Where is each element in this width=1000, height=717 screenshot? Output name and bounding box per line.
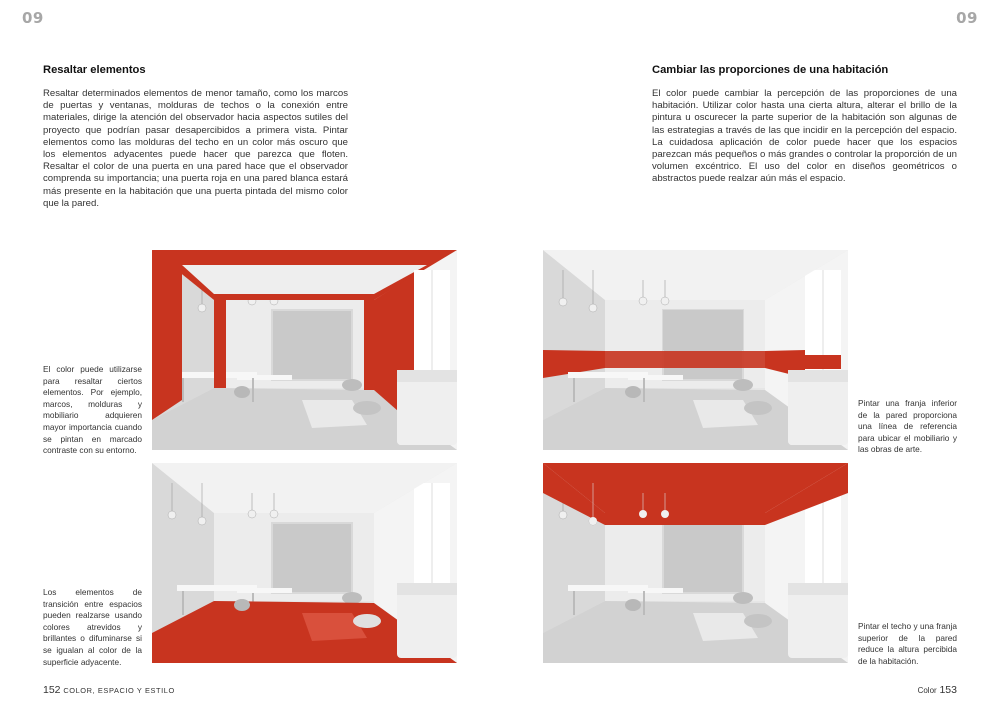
chapter-number-left: 09 — [22, 9, 44, 27]
left-heading: Resaltar elementos — [43, 64, 146, 76]
render-red-ceiling — [543, 463, 848, 663]
render-red-floor — [152, 463, 457, 663]
footer-left — [43, 684, 175, 696]
left-paragraph: Resaltar determinados elementos de menor tamaño, como los marcos de puertas y ventanas, molduras de techos o la conexión entre materiales, dirige la atención del observador hacia aspectos sutiles del proyecto que podrían pasar desapercibidos a primera vista. Pintar elementos como las molduras del techo en un color más oscuro que los elementos adyacentes puede hacer que parezca que floten. Resaltar el color de una puerta en una pared hace que el observador comprenda su importancia; una puerta roja en una pared blanca estará más presente en la habitación que una puerta pintada del mismo color que la pared. — [43, 88, 348, 209]
render-red-frame — [152, 250, 457, 450]
page-number-left: 152 — [43, 684, 61, 696]
right-heading: Cambiar las proporciones de una habitación — [652, 64, 889, 76]
left-caption-top: El color puede utilizarse para resaltar ciertos elementos. Por ejemplo, marcos, molduras y mobiliario adquieren mayor importancia cuando se pintan en marcado contraste con su entorno. — [43, 364, 142, 456]
left-caption-bottom: Los elementos de transición entre espacios pueden realzarse usando colores atrevidos y brillantes o difuminarse si se igualan al color de la superficie adyacente. — [43, 587, 142, 667]
right-paragraph: El color puede cambiar la percepción de las proporciones de una habitación. Utilizar color hasta una cierta altura, alterar el brillo de la pintura u oscurecer la parte superior de la habitación son algunas de las estrategias a través de las que incidir en la percepción del espacio. La cuidadosa aplicación de color puede hacer que los espacios parezcan más pequeños o más grandes o controlar la proporción de un volumen excéntrico. El uso del color en diseños geométricos o abstractos puede realzar aún más el espacio. — [652, 88, 957, 185]
right-caption-bottom: Pintar el techo y una franja superior de la pared reduce la altura percibida de la habitación. — [858, 621, 957, 666]
page-number-right: 153 — [939, 684, 957, 696]
running-head-right: Color — [917, 686, 937, 695]
footer-right — [918, 684, 957, 696]
render-red-lower-band — [543, 250, 848, 450]
right-caption-top: Pintar una franja inferior de la pared proporciona una línea de referencia para ubicar el mobiliario y las obras de arte. — [858, 398, 957, 455]
running-head-left: COLOR, ESPACIO Y ESTILO — [63, 686, 175, 695]
chapter-number-right: 09 — [956, 9, 978, 27]
